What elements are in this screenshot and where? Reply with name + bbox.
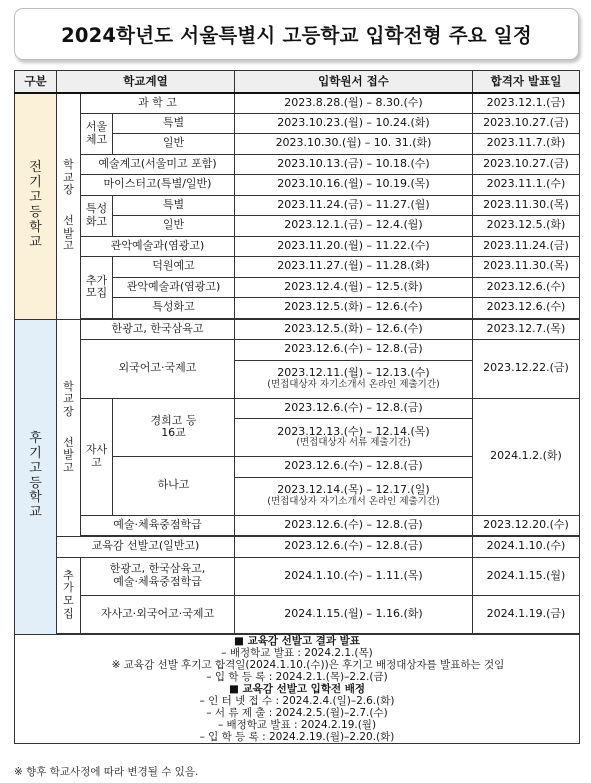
duksung-apply: 2023.11.27.(월) – 11.28.(화): [235, 257, 473, 278]
notes-line: ※ 교육감 선발 후기고 합격일(2024.1.10.(수))은 후기고 배정대상자를 발표하는 것임: [111, 658, 505, 671]
notes-row: [15, 634, 580, 744]
foreign-apply1: 2023.12.6.(수) – 12.8.(금): [235, 340, 473, 361]
private-group-label: 자사고: [81, 398, 113, 515]
gwanak-add-name: 관악예술과(염광고): [113, 277, 235, 298]
specialized-add-result: 2023.12.6.(수): [473, 298, 580, 319]
notes-line: – 배정학교 발표 : 2024.2.19.(월): [217, 718, 377, 731]
sports-result: 2023.12.20.(수): [473, 515, 580, 536]
gwanak-add-result: 2023.12.6.(수): [473, 277, 580, 298]
arts-apply: 2023.10.13.(금) – 10.18.(수): [235, 154, 473, 175]
khu-apply1: 2023.12.6.(수) – 12.8.(금): [235, 398, 473, 419]
add2-result: 2024.1.19.(금): [473, 595, 580, 633]
science-result: 2023.12.1.(금): [473, 93, 580, 114]
education-result: 2024.1.10.(수): [473, 537, 580, 558]
early-section-label: 전 기 고 등 학 교: [15, 93, 57, 320]
early-additional-label: 추가 모집: [81, 257, 113, 319]
science-apply: 2023.8.28.(월) – 8.30.(수): [235, 93, 473, 114]
hankuk-result: 2023.12.7.(목): [473, 319, 580, 340]
hana-name: 하나고: [113, 457, 235, 516]
athletic-general-result: 2023.11.7.(화): [473, 134, 580, 155]
education-name: 교육감 선발고(일반고): [57, 537, 235, 558]
notes-line: – 서 류 제 출 : 2024.2.5.(월)–2.7.(수): [206, 706, 388, 719]
header-application: 입학원서 접수: [235, 71, 473, 93]
hana-apply2: 2023.12.14.(목) – 12.17.(일) (면접대상자 자기소개서 온라인 제출기간): [235, 477, 473, 515]
duksung-result: 2023.11.30.(목): [473, 257, 580, 278]
table-row: [15, 595, 580, 633]
hana-apply1: 2023.12.6.(수) – 12.8.(금): [235, 457, 473, 478]
notes-line: – 입 학 등 록 : 2024.2.1.(목)–2.2.(금): [206, 670, 388, 683]
specialized-special-result: 2023.11.30.(목): [473, 195, 580, 216]
table-row: [15, 154, 580, 175]
athletic-general-name: 일반: [113, 134, 235, 155]
athletic-group-label: 서울 체고: [81, 113, 113, 154]
specialized-group-label: 특성화고: [81, 195, 113, 236]
sports-apply: 2023.12.6.(수) – 12.8.(금): [235, 515, 473, 536]
title-box: [14, 8, 579, 60]
add1-apply: 2024.1.10.(수) – 1.11.(목): [235, 557, 473, 595]
athletic-special-name: 특별: [113, 113, 235, 134]
private-result: 2024.1.2.(화): [473, 398, 580, 515]
foreign-name: 외국어고·국제고: [81, 340, 235, 399]
table-row: [15, 398, 580, 419]
add1-result: 2024.1.15.(월): [473, 557, 580, 595]
hankuk-name: 한광고, 한국삼육고: [81, 319, 235, 340]
gwanak-apply: 2023.11.20.(월) – 11.22.(수): [235, 236, 473, 257]
meister-result: 2023.11.1.(수): [473, 175, 580, 196]
specialized-special-name: 특별: [113, 195, 235, 216]
table-row: [15, 319, 580, 340]
notes-line: – 배정학교 발표 : 2024.2.1.(목): [221, 646, 373, 659]
table-row: [15, 557, 580, 595]
late-school-select-label: 학 교 장 선 발 고: [57, 319, 81, 537]
arts-name: 예술계고(서울미고 포함): [81, 154, 235, 175]
khu-apply2: 2023.12.13.(수) – 12.14.(목) (면접대상자 서류 제출기간): [235, 419, 473, 457]
specialized-add-name: 특성화고: [113, 298, 235, 319]
footnote: ※ 향후 학교사정에 따라 변경될 수 있음.: [14, 766, 199, 778]
late-additional-label: 추 가 모 집: [57, 557, 81, 633]
athletic-general-apply: 2023.10.30.(월) – 10. 31.(화): [235, 134, 473, 155]
table-header-row: [15, 71, 580, 93]
gwanak-name: 관악예술과(염광고): [81, 236, 235, 257]
gwanak-add-apply: 2023.12.4.(월) – 12.5.(화): [235, 277, 473, 298]
table-row: [15, 195, 580, 216]
table-row: [15, 257, 580, 278]
header-school-type: 학교계열: [57, 71, 235, 93]
table-row: [15, 515, 580, 536]
specialized-general-result: 2023.12.5.(화): [473, 216, 580, 237]
education-apply: 2023.12.6.(수) – 12.8.(금): [235, 537, 473, 558]
header-announcement: 합격자 발표일: [473, 71, 580, 93]
table-row: [15, 175, 580, 196]
meister-name: 마이스터고(특별/일반): [81, 175, 235, 196]
sports-name: 예술·체육중점학급: [81, 515, 235, 536]
foreign-result: 2023.12.22.(금): [473, 340, 580, 399]
duksung-name: 덕원예고: [113, 257, 235, 278]
add2-name: 자사고·외국어고·국제고: [81, 595, 235, 633]
specialized-special-apply: 2023.11.24.(금) – 11.27.(월): [235, 195, 473, 216]
table-row: [15, 537, 580, 558]
table-row: [15, 93, 580, 114]
arts-result: 2023.10.27.(금): [473, 154, 580, 175]
notes-box: [15, 634, 580, 744]
page-title: 2024학년도 서울특별시 고등학교 입학전형 주요 일정: [61, 24, 532, 47]
specialized-general-apply: 2023.12.1.(금) – 12.4.(월): [235, 216, 473, 237]
table-row: [15, 113, 580, 134]
notes-heading-2: ■ 교육감 선발고 입학전 배정: [228, 682, 366, 695]
khu-name: 경희고 등 16교: [113, 398, 235, 457]
notes-heading-1: ■ 교육감 선발고 결과 발표: [234, 634, 360, 647]
table-row: [15, 236, 580, 257]
specialized-general-name: 일반: [113, 216, 235, 237]
specialized-add-apply: 2023.12.5.(화) – 12.6.(수): [235, 298, 473, 319]
add1-name: 한광고, 한국삼육고, 예술·체육중점학급: [81, 557, 235, 595]
meister-apply: 2023.10.16.(월) – 10.19.(목): [235, 175, 473, 196]
science-name: 과 학 고: [81, 93, 235, 114]
foreign-apply2: 2023.12.11.(월) – 12.13.(수) (면접대상자 자기소개서 온라인 제출기간): [235, 360, 473, 398]
athletic-special-result: 2023.10.27.(금): [473, 113, 580, 134]
athletic-special-apply: 2023.10.23.(월) – 10.24.(화): [235, 113, 473, 134]
schedule-table: [14, 70, 580, 744]
table-row: [15, 340, 580, 361]
early-school-select-label: 학 교 장 선 발 고: [57, 93, 81, 320]
hankuk-apply: 2023.12.5.(화) – 12.6.(수): [235, 319, 473, 340]
header-division: 구분: [15, 71, 57, 93]
gwanak-result: 2023.11.24.(금): [473, 236, 580, 257]
late-section-label: 후 기 고 등 학 교: [15, 319, 57, 634]
notes-line: – 입 학 등 록 : 2024.2.19.(월)–2.20.(화): [199, 731, 395, 743]
notes-line: – 인 터 넷 접 수 : 2024.2.4.(일)–2.6.(화): [199, 694, 395, 707]
add2-apply: 2024.1.15.(월) – 1.16.(화): [235, 595, 473, 633]
